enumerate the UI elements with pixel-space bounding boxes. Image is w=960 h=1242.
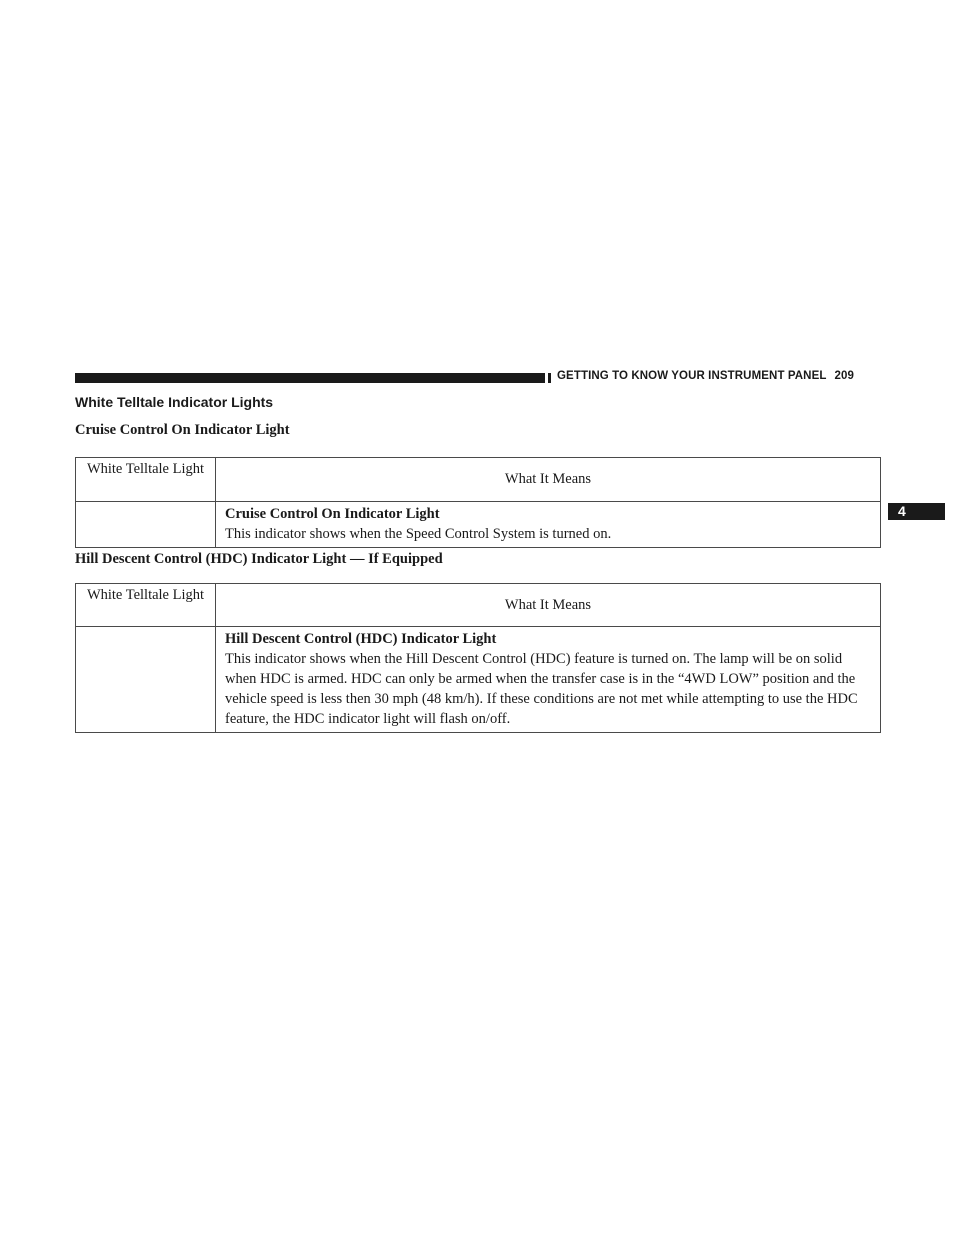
- header-rule: [75, 373, 545, 383]
- chapter-tab: 4: [888, 503, 945, 520]
- row-description: This indicator shows when the Hill Descent Control (HDC) feature is turned on. The lamp will be on solid when HDC is armed. HDC can only be armed when the transfer case is in the “4WD LOW” position and the vehicle speed is less then 30 mph (48 km/h). If these conditions are not met while attempting to use the HDC feature, the HDC indicator light will flash on/off.: [225, 651, 858, 727]
- section-title: White Telltale Indicator Lights: [75, 394, 274, 410]
- table-header-row: [76, 584, 881, 627]
- telltale-icon-cell: [76, 502, 216, 548]
- header-rule-divider: [548, 373, 551, 383]
- meaning-cell: [216, 627, 881, 733]
- cruise-control-table: [75, 457, 881, 548]
- col-header-telltale: White Telltale Light: [76, 458, 216, 502]
- row-description: This indicator shows when the Speed Control System is turned on.: [225, 526, 612, 542]
- meaning-cell: [216, 502, 881, 548]
- table-row: [76, 627, 881, 733]
- row-title: Hill Descent Control (HDC) Indicator Light: [225, 631, 497, 647]
- table-row: [76, 502, 881, 548]
- running-head: [557, 370, 880, 382]
- col-header-meaning: What It Means: [216, 458, 881, 502]
- page-number: 209: [834, 370, 854, 382]
- col-header-meaning: What It Means: [216, 584, 881, 627]
- row-title: Cruise Control On Indicator Light: [225, 506, 440, 522]
- table-header-row: [76, 458, 881, 502]
- telltale-icon-cell: [76, 627, 216, 733]
- hdc-heading: Hill Descent Control (HDC) Indicator Light — If Equipped: [75, 551, 443, 567]
- hdc-table: [75, 583, 881, 733]
- cruise-control-heading: Cruise Control On Indicator Light: [75, 422, 290, 438]
- col-header-telltale: White Telltale Light: [76, 584, 216, 627]
- running-head-title: GETTING TO KNOW YOUR INSTRUMENT PANEL: [557, 370, 827, 382]
